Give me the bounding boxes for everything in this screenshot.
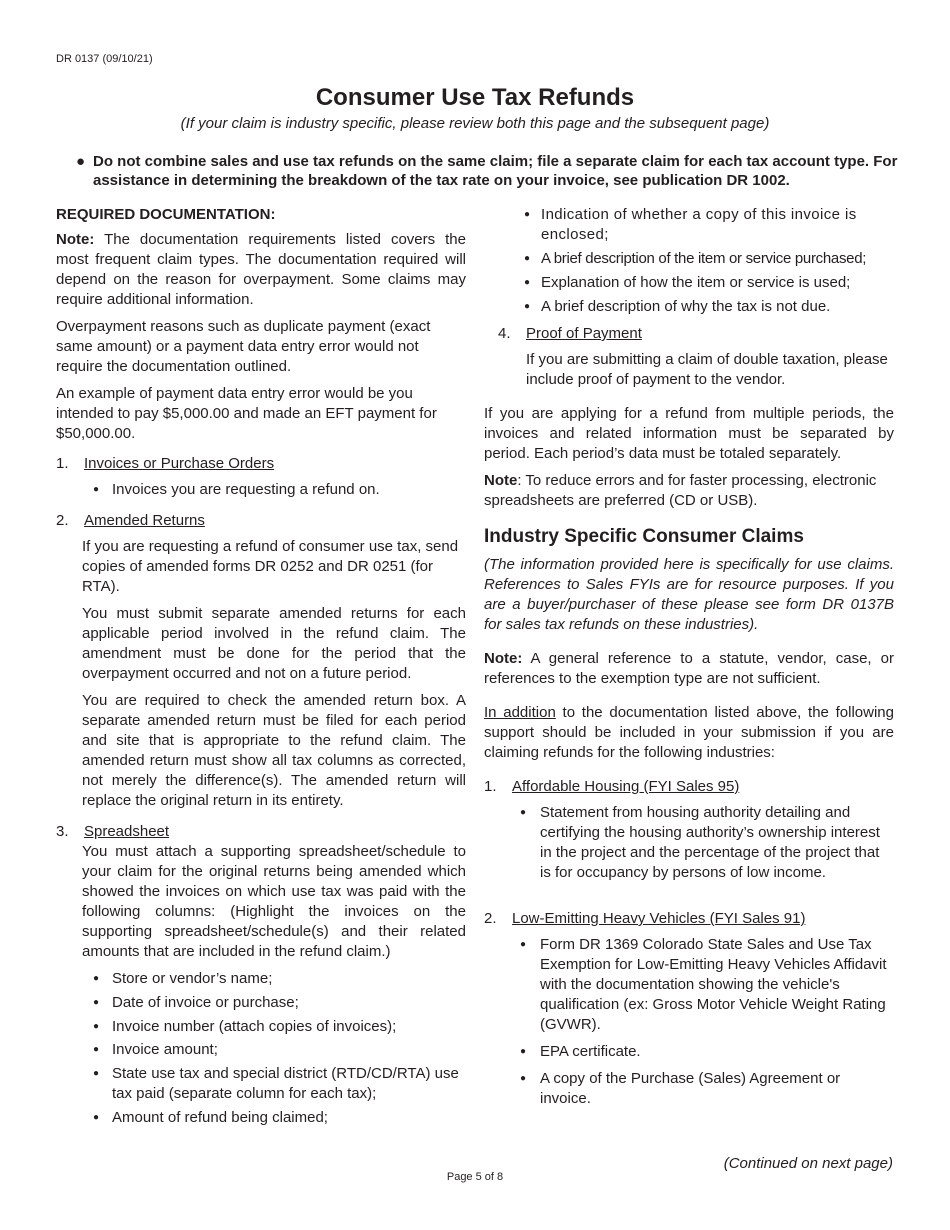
page-number: Page 5 of 8 <box>446 1171 504 1183</box>
note-label: Note <box>484 472 518 489</box>
amended-returns-paragraph: If you are requesting a refund of consumer use tax, send copies of amended forms DR 0252 and DR 0251 (for RTA). <box>82 538 459 595</box>
list-item: ● Invoice number (attach copies of invoices); <box>56 1017 466 1037</box>
list-item: ● Store or vendor’s name; <box>56 969 466 989</box>
list-item: ● Date of invoice or purchase; <box>56 993 466 1013</box>
amended-returns-paragraph: You are required to check the amended return box. A separate amended return must be filed for each period and site that is appropriate to the refund claim. The amended return must show all tax columns as corrected, not merely the difference(s). The amended return will replace the original return in its entirety. <box>82 692 466 809</box>
item-title: Invoices or Purchase Orders <box>84 455 275 472</box>
item-number: 4. <box>498 325 511 342</box>
list-item: ● A brief description of why the tax is not due. <box>484 297 894 317</box>
section-heading-required-documentation: REQUIRED DOCUMENTATION: <box>56 206 276 223</box>
list-item: ● Invoices you are requesting a refund on. <box>56 480 466 500</box>
item-amended-returns <box>56 511 466 531</box>
list-item: ● Statement from housing authority detailing and certifying the housing authority’s ownership interest in the project and the percentage of the project that is for occupancy by persons of low income. <box>484 803 894 883</box>
note-text: : To reduce errors and for faster processing, electronic spreadsheets are preferred (CD or USB). <box>484 472 877 509</box>
spreadsheet-paragraph: You must attach a supporting spreadsheet/schedule to your claim for the original returns being amended which showed the invoices on which use tax was paid with the following columns: (Highlight the invoices on the supporting spreadsheet/schedule(s) and their related amounts that are included in the refund claim.) <box>82 843 466 960</box>
overpayment-paragraph: Overpayment reasons such as duplicate payment (exact same amount) or a payment data entry error would not require the documentation outlined. <box>56 318 431 375</box>
item-number: 1. <box>484 778 497 795</box>
multiple-periods-paragraph: If you are applying for a refund from multiple periods, the invoices and related information must be separated by period. Each period’s data must be totaled separately. <box>484 405 894 462</box>
list-item: ● Amount of refund being claimed; <box>56 1108 466 1128</box>
list-item: ● Invoice amount; <box>56 1040 466 1060</box>
item-title: Low-Emitting Heavy Vehicles (FYI Sales 91) <box>512 910 806 927</box>
item-number: 2. <box>484 910 497 927</box>
note-label: Note: <box>484 650 523 667</box>
list-item: ● EPA certificate. <box>484 1042 894 1062</box>
item-title: Affordable Housing (FYI Sales 95) <box>512 778 740 795</box>
note-label: Note: <box>56 231 95 248</box>
page-subtitle: (If your claim is industry specific, please review both this page and the subsequent page) <box>180 115 770 132</box>
item-proof-of-payment <box>484 324 894 344</box>
left-column <box>56 205 466 1128</box>
list-item: ● State use tax and special district (RTD/CD/RTA) use tax paid (separate column for each tax); <box>56 1064 466 1104</box>
list-item: ● Explanation of how the item or service is used; <box>484 273 894 293</box>
page-title: Consumer Use Tax Refunds <box>315 84 635 111</box>
item-number: 3. <box>56 823 69 840</box>
list-item: ● Form DR 1369 Colorado State Sales and Use Tax Exemption for Low-Emitting Heavy Vehicles Affidavit with the documentation showing the vehicle's qualification (ex: Gross Motor Vehicle Weight Rating (GVWR). <box>484 935 894 1035</box>
in-addition-label: In addition <box>484 704 556 721</box>
notice-text: Do not combine sales and use tax refunds on the same claim; file a separate claim for each tax account type. For assistance in determining the breakdown of the tax rate on your invoice, see publication DR 1002. <box>93 153 898 189</box>
note-general-reference-paragraph <box>484 649 894 689</box>
list-item: ● Indication of whether a copy of this invoice is enclosed; <box>484 205 894 245</box>
right-column <box>484 205 894 1109</box>
item-spreadsheet <box>56 822 466 842</box>
in-addition-paragraph <box>484 703 894 763</box>
item-title: Amended Returns <box>84 512 205 529</box>
list-item: ● A brief description of the item or service purchased; <box>484 249 894 269</box>
item-affordable-housing <box>484 777 894 797</box>
amended-returns-paragraph: You must submit separate amended returns for each applicable period involved in the refund claim. The amendment must be done for the period that the overpayment occurred and not on a future period. <box>82 605 466 682</box>
item-low-emitting-vehicles <box>484 909 894 929</box>
industry-italic-paragraph: (The information provided here is specifically for use claims. References to Sales FYIs are for resource purposes. If you are a buyer/purchaser of these please see form DR 0137B for sales tax refunds on these industries). <box>484 556 894 633</box>
item-title: Spreadsheet <box>84 823 170 840</box>
bullet-icon: ● <box>76 153 86 170</box>
form-id: DR 0137 (09/10/21) <box>56 53 153 65</box>
note-text: The documentation requirements listed covers the most frequent claim types. The documentation required will depend on the reason for overpayment. Some claims may require additional information. <box>56 231 466 308</box>
note-text: A general reference to a statute, vendor, case, or references to the exemption type are not sufficient. <box>484 650 894 687</box>
item-invoices <box>56 454 466 474</box>
example-paragraph: An example of payment data entry error would be you intended to pay $5,000.00 and made an EFT payment for $50,000.00. <box>56 385 437 442</box>
item-number: 1. <box>56 455 69 472</box>
proof-of-payment-text: If you are submitting a claim of double taxation, please include proof of payment to the vendor. <box>526 351 888 388</box>
continued-note: (Continued on next page) <box>723 1155 893 1172</box>
list-item: ● A copy of the Purchase (Sales) Agreement or invoice. <box>484 1069 894 1109</box>
section-heading-industry: Industry Specific Consumer Claims <box>484 526 804 547</box>
in-addition-text: to the documentation listed above, the following support should be included in your submission if you are claiming refunds for the following industries: <box>484 704 894 761</box>
item-number: 2. <box>56 512 69 529</box>
note-electronic-paragraph <box>484 471 894 511</box>
note-paragraph <box>56 230 466 310</box>
item-title: Proof of Payment <box>526 325 642 342</box>
